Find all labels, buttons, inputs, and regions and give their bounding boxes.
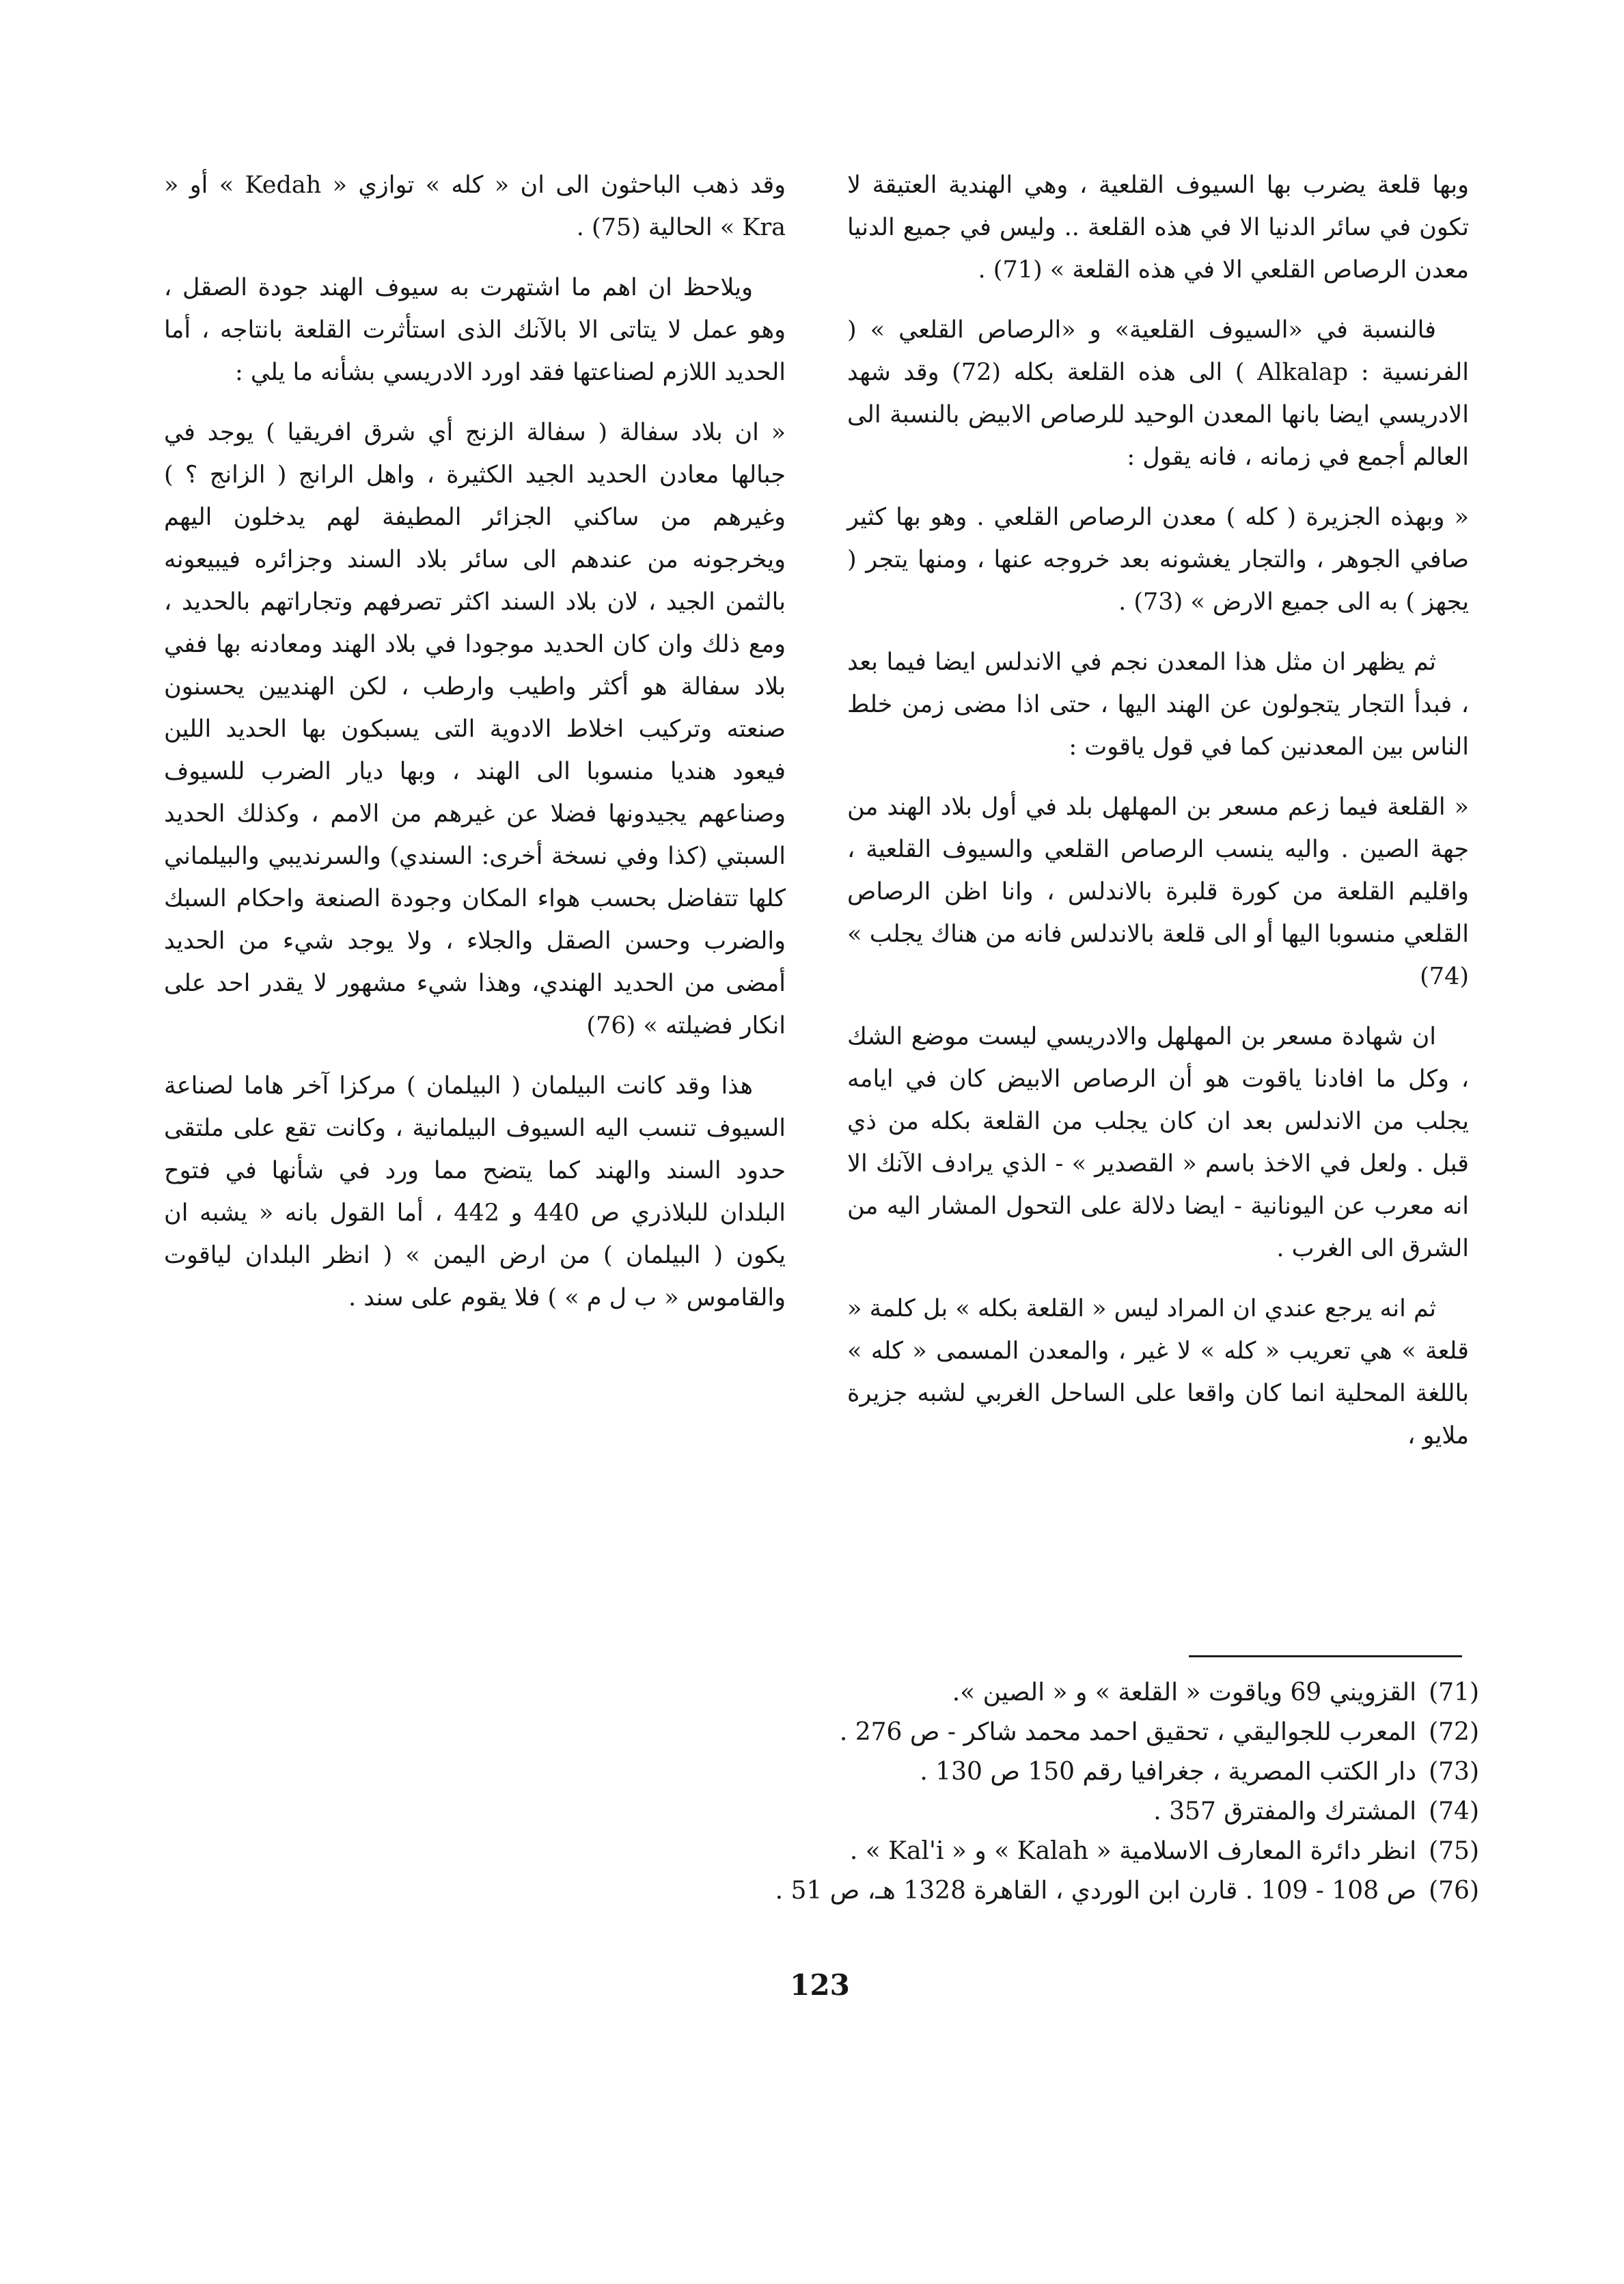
footnote <box>533 1832 1479 1871</box>
footnote <box>533 1792 1479 1832</box>
quotation-paragraph: « القلعة فيما زعم مسعر بن المهلهل بلد في أول بلاد الهند من جهة الصين . واليه ينسب الرصاص القلعي والسيوف القلعية ، واقليم القلعة من كورة قلبرة بالاندلس ، وانا اظن الرصاص القلعي منسوبا اليها أو الى قلعة بالاندلس فانه من هناك يجلب » (74) <box>847 793 1469 990</box>
footnote-number: (71) <box>1429 1678 1479 1707</box>
paragraph: ويلاحظ ان اهم ما اشتهرت به سيوف الهند جودة الصقل ، وهو عمل لا يتاتى الا بالآنك الذى استأثرت القلعة بانتاجه ، أما الحديد اللازم لصناعتها فقد اورد الادريسي بشأنه ما يلي : <box>164 274 786 386</box>
footnote-text: القزويني 69 وياقوت « القلعة » و « الصين ». <box>952 1678 1417 1707</box>
paragraph: هذا وقد كانت البيلمان ( البيلمان ) مركزا آخر هاما لصناعة السيوف تنسب اليه السيوف البيلمانية ، وكانت تقع على ملتقى حدود السند والهند كما يتضح مما ورد في شأنها في فتوح البلدان للبلاذري ص 440 و 442 ، أما القول بانه « يشبه ان يكون ( البيلمان ) من ارض اليمن » ( انظر البلدان لياقوت والقاموس « ب ل م » ) فلا يقوم على سند . <box>164 1072 786 1311</box>
footnote-text: المعرب للجواليقي ، تحقيق احمد محمد شاكر - ص 276 . <box>839 1718 1417 1746</box>
paragraph: ثم يظهر ان مثل هذا المعدن نجم في الاندلس ايضا فيما بعد ، فبدأ التجار يتجولون عن الهند اليها ، حتى اذا مضى زمن خلط الناس بين المعدنين كما في قول ياقوت : <box>847 649 1469 761</box>
footnote-number: (76) <box>1429 1877 1479 1905</box>
paragraph: ان شهادة مسعر بن المهلهل والادريسي ليست موضع الشك ، وكل ما افادنا ياقوت هو أن الرصاص الابيض كان في ايامه يجلب من الاندلس بعد ان كان يجلب من القلعة بكله من ذي قبل . ولعل في الاخذ باسم « القصدير » - الذي يرادف الآنك الا انه معرب عن اليونانية - ايضا دلالة على التحول المشار اليه من الشرق الى الغرب . <box>847 1023 1469 1262</box>
footnote-number: (73) <box>1429 1758 1479 1786</box>
footnotes <box>533 1673 1479 1911</box>
footnote-text: انظر دائرة المعارف الاسلامية « Kalah » و « Kal'i » . <box>849 1837 1417 1865</box>
footnote-number: (74) <box>1429 1797 1479 1825</box>
footnote-text: دار الكتب المصرية ، جغرافيا رقم 150 ص 130 . <box>920 1758 1417 1786</box>
footnote-text: ص 108 - 109 . قارن ابن الوردي ، القاهرة 1328 هـ، ص 51 . <box>775 1877 1417 1905</box>
footnote <box>533 1673 1479 1713</box>
paragraph: وقد ذهب الباحثون الى ان « كله » توازي « Kedah » أو « Kra » الحالية (75) . <box>164 172 786 241</box>
paragraph: وبها قلعة يضرب بها السيوف القلعية ، وهي الهندية العتيقة لا تكون في سائر الدنيا الا في هذه القلعة .. وليس في جميع الدنيا معدن الرصاص القلعي الا في هذه القلعة » (71) . <box>847 172 1469 284</box>
page-number: 123 <box>790 1968 850 2002</box>
text-column-left <box>164 164 786 1337</box>
footnote <box>533 1871 1479 1911</box>
footnote <box>533 1752 1479 1792</box>
footnote-number: (72) <box>1429 1718 1479 1746</box>
quotation-paragraph: « وبهذه الجزيرة ( كله ) معدن الرصاص القلعي . وهو بها كثير صافي الجوهر ، والتجار يغشونه بعد خروجه عنها ، ومنها يتجر ( يجهز ) به الى جميع الارض » (73) . <box>847 504 1469 616</box>
footnote-divider <box>1189 1655 1462 1657</box>
paragraph: ثم انه يرجع عندي ان المراد ليس « القلعة بكله » بل كلمة « قلعة » هي تعريب « كله » لا غير ، والمعدن المسمى « كله » باللغة المحلية انما كان واقعا على الساحل الغربي لشبه جزيرة ملايو ، <box>847 1295 1469 1450</box>
text-column-right <box>847 164 1469 1475</box>
paragraph: فالنسبة في «السيوف القلعية» و «الرصاص القلعي » ( الفرنسية : Alkalap ) الى هذه القلعة بكله (72) وقد شهد الادريسي ايضا بانها المعدن الوحيد للرصاص الابيض بالنسبة الى العالم أجمع في زمانه ، فانه يقول : <box>847 316 1469 471</box>
footnote-text: المشترك والمفترق 357 . <box>1153 1797 1417 1825</box>
footnote <box>533 1713 1479 1752</box>
quotation-paragraph: « ان بلاد سفالة ( سفالة الزنج أي شرق افريقيا ) يوجد في جبالها معادن الحديد الجيد الكثيرة ، واهل الرانج ( الزانج ؟ ) وغيرهم من ساكني الجزائر المطيفة لهم يدخلون اليهم ويخرجونه من عندهم الى سائر بلاد السند وجزائره فيبيعونه بالثمن الجيد ، لان بلاد السند اكثر تصرفهم وتجاراتهم بالحديد ، ومع ذلك وان كان الحديد موجودا في بلاد الهند ومعادنه بها ففي بلاد سفالة هو أكثر واطيب وارطب ، لكن الهنديين يحسنون صنعته وتركيب اخلاط الادوية التى يسبكون بها الحديد اللين فيعود هنديا منسوبا الى الهند ، وبها ديار الضرب للسيوف وصناعهم يجيدونها فضلا عن غيرهم من الامم ، وكذلك الحديد السبتي (كذا وفي نسخة أخرى: السندي) والسرنديبي والبيلماني كلها تتفاضل بحسب هواء المكان وجودة الصنعة واحكام السبك والضرب وحسن الصقل والجلاء ، ولا يوجد شيء من الحديد أمضى من الحديد الهندي، وهذا شيء مشهور لا يقدر احد على انكار فضيلته » (76) <box>164 419 786 1039</box>
footnote-number: (75) <box>1429 1837 1479 1865</box>
